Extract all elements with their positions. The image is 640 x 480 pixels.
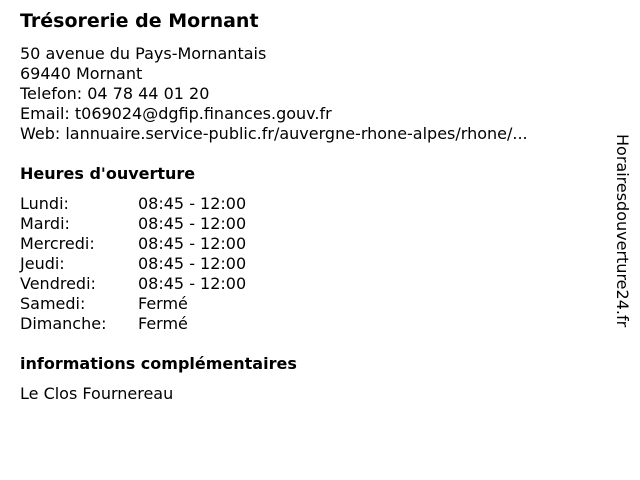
time-value: Fermé xyxy=(138,294,188,313)
day-label: Dimanche: xyxy=(20,314,107,333)
website-link: Web: lannuaire.service-public.fr/auvergne-rhone-alpes/rhone/... xyxy=(20,124,528,143)
address-block xyxy=(20,44,528,144)
page-title: Trésorerie de Mornant xyxy=(20,10,259,32)
day-label: Vendredi: xyxy=(20,274,96,293)
time-value: 08:45 - 12:00 xyxy=(138,234,247,253)
additional-info-heading: informations complémentaires xyxy=(20,354,297,373)
day-label: Mercredi: xyxy=(20,234,95,253)
time-value: 08:45 - 12:00 xyxy=(138,254,247,273)
street-address: 50 avenue du Pays-Mornantais xyxy=(20,44,267,63)
day-label: Mardi: xyxy=(20,214,70,233)
time-value: 08:45 - 12:00 xyxy=(138,274,247,293)
opening-hours-heading: Heures d'ouverture xyxy=(20,164,196,183)
time-value: Fermé xyxy=(138,314,188,333)
phone-number: Telefon: 04 78 44 01 20 xyxy=(20,84,210,103)
city-address: 69440 Mornant xyxy=(20,64,143,83)
time-value: 08:45 - 12:00 xyxy=(138,194,247,213)
additional-info-text: Le Clos Fournereau xyxy=(20,384,174,403)
day-label: Samedi: xyxy=(20,294,86,313)
day-label: Lundi: xyxy=(20,194,69,213)
site-brand-vertical: Horairesdouverture24.fr xyxy=(613,134,632,328)
email-address: Email: t069024@dgfip.finances.gouv.fr xyxy=(20,104,332,123)
time-value: 08:45 - 12:00 xyxy=(138,214,247,233)
day-label: Jeudi: xyxy=(20,254,65,273)
